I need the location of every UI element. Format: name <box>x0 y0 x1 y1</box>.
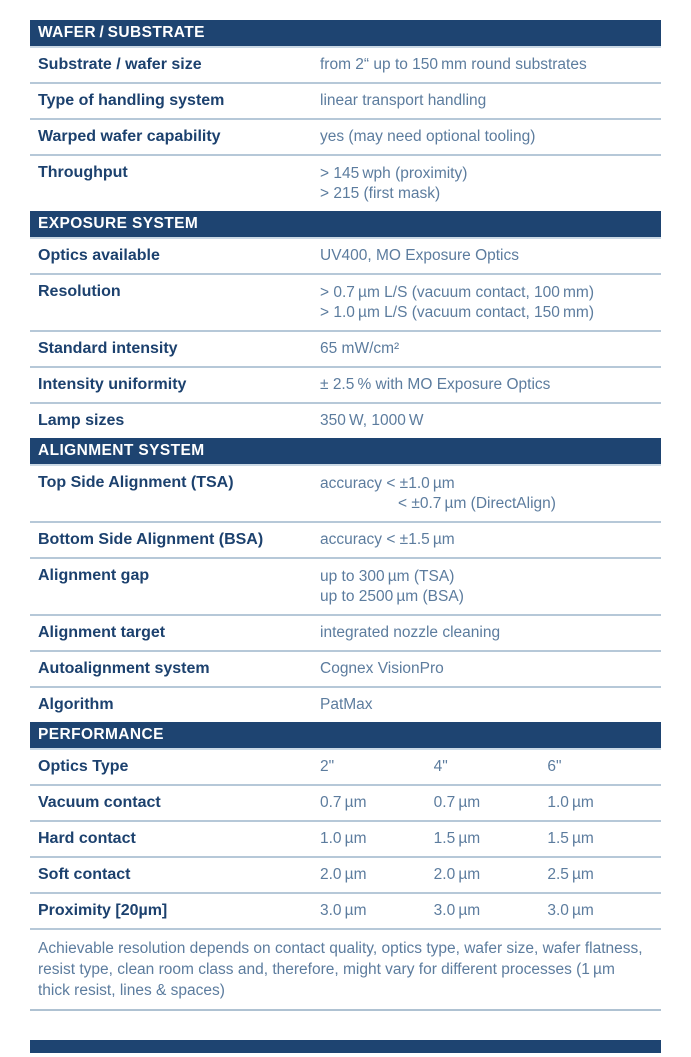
row-label: Type of handling system <box>38 92 225 109</box>
perf-cell: 3.0 µm <box>320 902 367 919</box>
spec-row-resolution <box>30 275 661 332</box>
row-label: Substrate / wafer size <box>38 56 202 73</box>
row-label: Resolution <box>38 283 121 300</box>
value-line: up to 300 µm (TSA) <box>320 568 455 585</box>
row-value <box>320 696 661 714</box>
value-line: 65 mW/cm² <box>320 340 400 357</box>
spec-row-alignment-target <box>30 616 661 652</box>
row-label: Standard intensity <box>38 340 178 357</box>
spec-row-optics-available <box>30 239 661 275</box>
section-header-alignment-system <box>30 438 661 466</box>
row-value <box>320 660 661 678</box>
spec-row-intensity-uniformity <box>30 368 661 404</box>
spec-row-warped-wafer <box>30 120 661 156</box>
perf-cell: 0.7 µm <box>433 794 481 811</box>
value-line: up to 2500 µm (BSA) <box>320 588 464 605</box>
value-line: accuracy < ±1.0 µm <box>320 475 455 492</box>
row-value <box>320 624 661 642</box>
row-value <box>320 474 661 514</box>
spec-table <box>30 20 661 1011</box>
row-value <box>320 164 661 204</box>
perf-cell: 0.7 µm <box>320 794 367 811</box>
row-label: Optics Type <box>38 758 129 775</box>
perf-row-vacuum-contact <box>30 786 661 822</box>
value-line: Cognex VisionPro <box>320 660 444 677</box>
spec-row-autoalignment-system <box>30 652 661 688</box>
perf-row-proximity <box>30 894 661 930</box>
spec-row-algorithm <box>30 688 661 722</box>
row-label: Intensity uniformity <box>38 376 187 393</box>
section-title: PERFORMANCE <box>38 726 164 743</box>
perf-cell: 2.0 µm <box>433 866 481 883</box>
perf-cell: 1.0 µm <box>547 794 594 811</box>
value-line: > 1.0 µm L/S (vacuum contact, 150 mm) <box>320 304 595 321</box>
perf-cell: 3.0 µm <box>547 902 594 919</box>
row-value <box>320 56 661 74</box>
row-label: Soft contact <box>38 866 131 883</box>
perf-row-hard-contact <box>30 822 661 858</box>
row-label: Top Side Alignment (TSA) <box>38 474 234 491</box>
row-value <box>320 412 661 430</box>
footnote: Achievable resolution depends on contact quality, optics type, wafer size, wafer flatness, resist type, clean room class and, therefore, might vary for different processes (1 µm thick resist, lines & spaces) <box>30 930 661 1011</box>
row-value <box>320 283 661 323</box>
row-label: Vacuum contact <box>38 794 161 811</box>
spec-row-top-side-alignment <box>30 466 661 523</box>
value-line: 350 W, 1000 W <box>320 412 424 429</box>
row-label: Autoalignment system <box>38 660 210 677</box>
section-title: ALIGNMENT SYSTEM <box>38 442 205 459</box>
row-label: Warped wafer capability <box>38 128 221 145</box>
row-label: Lamp sizes <box>38 412 125 429</box>
row-label: Optics available <box>38 247 160 264</box>
row-value <box>320 567 661 607</box>
row-label: Throughput <box>38 164 128 181</box>
value-line: linear transport handling <box>320 92 487 109</box>
value-line: accuracy < ±1.5 µm <box>320 531 455 548</box>
spec-row-substrate-wafer-size <box>30 48 661 84</box>
spec-row-alignment-gap <box>30 559 661 616</box>
row-value <box>320 247 661 265</box>
perf-cell: 2.5 µm <box>547 866 594 883</box>
value-line: > 215 (first mask) <box>320 185 441 202</box>
row-value <box>320 531 661 549</box>
row-value <box>320 128 661 146</box>
spec-row-handling-system <box>30 84 661 120</box>
perf-cell: 1.0 µm <box>320 830 367 847</box>
value-line: > 0.7 µm L/S (vacuum contact, 100 mm) <box>320 284 595 301</box>
value-line: PatMax <box>320 696 373 713</box>
spec-row-throughput <box>30 156 661 211</box>
spec-row-standard-intensity <box>30 332 661 368</box>
row-label: Algorithm <box>38 696 114 713</box>
perf-cell: 1.5 µm <box>547 830 594 847</box>
spec-row-bottom-side-alignment <box>30 523 661 559</box>
row-label: Alignment target <box>38 624 166 641</box>
spec-row-lamp-sizes <box>30 404 661 438</box>
value-line: ± 2.5 % with MO Exposure Optics <box>320 376 551 393</box>
section-header-exposure-system <box>30 211 661 239</box>
table-footer-bar <box>30 1040 661 1053</box>
row-value <box>320 92 661 110</box>
row-label: Alignment gap <box>38 567 150 584</box>
perf-cell: 1.5 µm <box>433 830 481 847</box>
section-title: WAFER / SUBSTRATE <box>38 24 205 41</box>
value-line: from 2“ up to 150 mm round substrates <box>320 56 587 73</box>
perf-cell: 2.0 µm <box>320 866 367 883</box>
section-header-wafer-substrate <box>30 20 661 48</box>
value-line: integrated nozzle cleaning <box>320 624 501 641</box>
perf-cell: 3.0 µm <box>433 902 481 919</box>
row-value <box>320 340 661 358</box>
section-title: EXPOSURE SYSTEM <box>38 215 199 232</box>
perf-cell: 6" <box>547 758 562 775</box>
row-label: Hard contact <box>38 830 136 847</box>
value-line: yes (may need optional tooling) <box>320 128 536 145</box>
perf-row-soft-contact <box>30 858 661 894</box>
perf-cell: 2" <box>320 758 335 775</box>
section-header-performance <box>30 722 661 750</box>
value-line: < ±0.7 µm (DirectAlign) <box>398 495 556 512</box>
value-line: > 145 wph (proximity) <box>320 165 468 182</box>
value-line: UV400, MO Exposure Optics <box>320 247 519 264</box>
perf-cell: 4" <box>433 758 448 775</box>
perf-row-optics-type <box>30 750 661 786</box>
row-value <box>320 376 661 394</box>
row-label: Bottom Side Alignment (BSA) <box>38 531 264 548</box>
row-label: Proximity [20µm] <box>38 902 168 919</box>
